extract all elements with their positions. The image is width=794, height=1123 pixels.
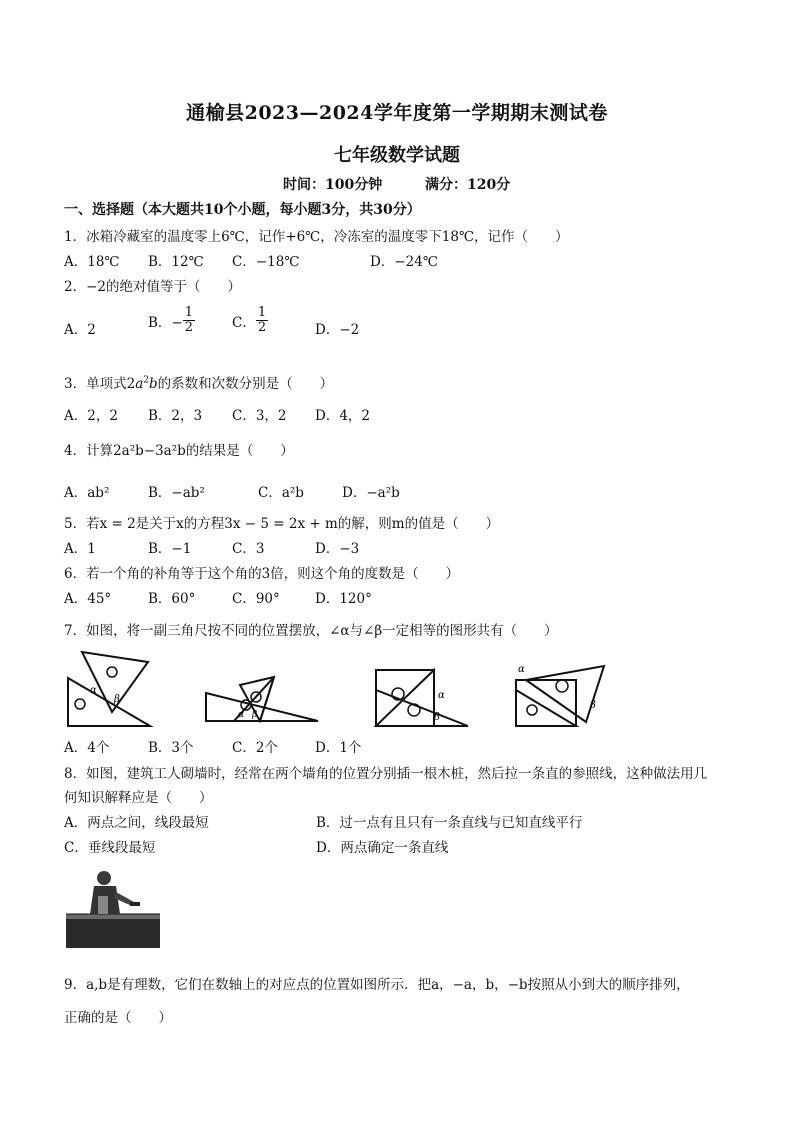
bricklayer-picture [64, 866, 164, 950]
alpha-label: α [518, 664, 525, 675]
question-4-option-c: C．a²b [258, 485, 304, 501]
question-7-option-c: C．2个 [232, 740, 278, 756]
section-heading: 一、选择题（本大题共10个小题，每小题3分，共30分） [64, 202, 421, 218]
beta-label: β [114, 694, 120, 705]
question-2-option-a: A．2 [64, 322, 96, 338]
question-9-stem-line1: 9．a,b是有理数，它们在数轴上的对应点的位置如图所示．把a，−a，b，−b按照从小到大的顺序排列， [64, 977, 690, 993]
question-7-stem: 7．如图，将一副三角尺按不同的位置摆放，∠α与∠β一定相等的图形共有（ ） [64, 623, 558, 639]
question-1-option-a: A．18℃ [64, 254, 120, 270]
question-4-option-b: B．−ab² [148, 485, 205, 501]
exam-time: 时间：100分钟 [283, 177, 383, 193]
question-1-option-c: C．−18℃ [232, 254, 300, 270]
question-8-option-b: B．过一点有且只有一条直线与已知直线平行 [316, 815, 583, 831]
question-1-stem: 1．冰箱冷藏室的温度零上6℃，记作+6℃，冷冻室的温度零下18℃，记作（ ） [64, 229, 569, 245]
beta-label: β [252, 710, 258, 720]
question-6-option-d: D．120° [315, 591, 372, 607]
question-3-stem: 3．单项式$2a^2b$的系数和次数分别是（ ） [64, 375, 334, 392]
question-2-option-d: D．−2 [315, 322, 360, 338]
question-3-option-b: B．2，3 [148, 408, 203, 424]
beta-label: β [434, 712, 440, 723]
triangle-figure-3 [372, 666, 472, 728]
question-2-option-b: B．− $\frac{1}{2}$ [148, 305, 194, 336]
question-7-option-b: B．3个 [148, 740, 194, 756]
exam-score: 满分：120分 [425, 177, 511, 193]
question-9-stem-line2: 正确的是（ ） [64, 1010, 172, 1026]
question-8-stem-line2: 何知识解释应是（ ） [64, 790, 213, 806]
question-1-option-b: B．12℃ [148, 254, 204, 270]
question-6-option-a: A．45° [64, 591, 112, 607]
question-4-stem: 4．计算2a²b−3a²b的结果是（ ） [64, 443, 294, 459]
question-6-option-c: C．90° [232, 591, 280, 607]
question-5-option-d: D．−3 [315, 541, 360, 557]
alpha-label: α [90, 685, 97, 696]
question-3-option-a: A．2，2 [64, 408, 118, 424]
question-4-option-a: A．ab² [64, 485, 110, 501]
question-5-option-c: C．3 [232, 541, 265, 557]
question-8-stem-line1: 8．如图，建筑工人砌墙时，经常在两个墙角的位置分别插一根木桩，然后拉一条直的参照线，这种做法用几 [64, 766, 708, 782]
question-1-option-d: D．−24℃ [370, 254, 438, 270]
triangle-figure-4 [512, 660, 612, 728]
question-3-option-d: D．4，2 [315, 408, 371, 424]
question-2-option-c: C． $\frac{1}{2}$ [232, 305, 267, 336]
alpha-label: α [438, 690, 445, 701]
question-3-option-c: C．3，2 [232, 408, 287, 424]
question-6-option-b: B．60° [148, 591, 196, 607]
question-5-option-b: B．−1 [148, 541, 192, 557]
question-2-stem: 2．−2的绝对值等于（ ） [64, 279, 241, 295]
question-8-option-c: C．垂线段最短 [64, 840, 156, 856]
triangle-figure-2 [204, 675, 322, 725]
triangle-figure-1 [64, 650, 154, 730]
question-7-option-a: A．4个 [64, 740, 110, 756]
question-7-option-d: D．1个 [315, 740, 362, 756]
question-5-stem: 5．若x = 2是关于x的方程3x − 5 = 2x + m的解，则m的值是（ ） [64, 516, 500, 532]
question-8-option-d: D．两点确定一条直线 [316, 840, 449, 856]
exam-subtitle: 七年级数学试题 [334, 145, 460, 166]
beta-label: β [590, 700, 596, 711]
question-5-option-a: A．1 [64, 541, 96, 557]
question-6-stem: 6．若一个角的补角等于这个角的3倍，则这个角的度数是（ ） [64, 566, 460, 582]
question-8-option-a: A．两点之间，线段最短 [64, 815, 209, 831]
exam-title: 通榆县2023—2024学年度第一学期期末测试卷 [186, 102, 608, 124]
alpha-label: α [238, 710, 245, 720]
question-4-option-d: D．−a²b [342, 485, 400, 501]
